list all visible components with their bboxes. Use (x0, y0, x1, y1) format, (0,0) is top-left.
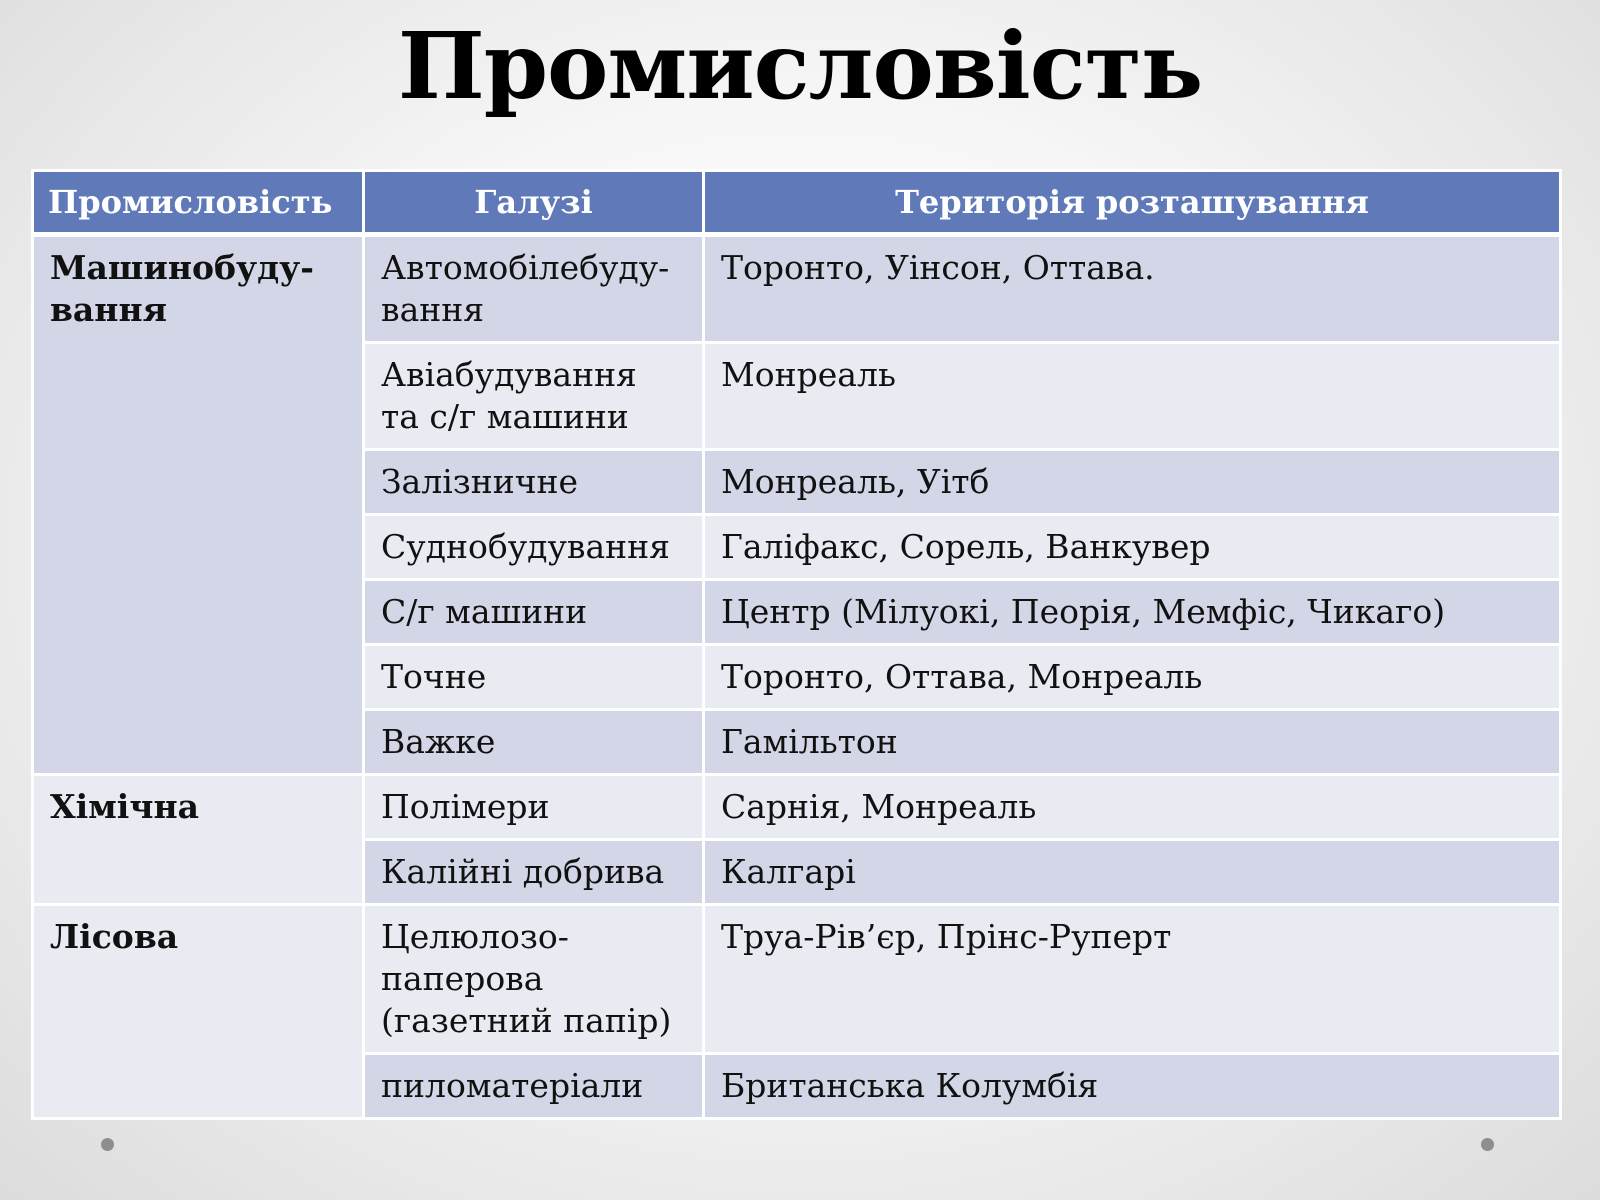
industry-line: Машинобуду- (50, 248, 314, 287)
branch-cell (364, 905, 704, 1054)
location-cell: Сарнія, Монреаль (704, 775, 1561, 840)
location-cell: Галіфакс, Сорель, Ванкувер (704, 515, 1561, 580)
branch-cell: Важке (364, 710, 704, 775)
table-row (33, 235, 1561, 343)
header-branches: Галузі (364, 171, 704, 235)
industry-line: вання (50, 290, 167, 329)
header-industry: Промисловість (33, 171, 364, 235)
location-cell: Гамільтон (704, 710, 1561, 775)
branch-cell: Калійні добрива (364, 840, 704, 905)
branch-cell: Суднобудування (364, 515, 704, 580)
branch-cell: С/г машини (364, 580, 704, 645)
branch-line: Авіабудування (381, 355, 637, 394)
industry-table (31, 169, 1562, 1120)
location-cell: Британська Колумбія (704, 1054, 1561, 1119)
branch-cell: Залізничне (364, 450, 704, 515)
industry-cell-forestry: Лісова (33, 905, 364, 1119)
location-cell: Монреаль (704, 343, 1561, 450)
branch-cell (364, 343, 704, 450)
table-row (33, 775, 1561, 840)
table-header-row (33, 171, 1561, 235)
branch-line: та с/г машини (381, 397, 629, 436)
branch-line: вання (381, 290, 485, 329)
branch-cell: Полімери (364, 775, 704, 840)
slide-dot-decoration (1481, 1138, 1494, 1151)
location-cell: Центр (Мілуокі, Пеорія, Мемфіс, Чикаго) (704, 580, 1561, 645)
branch-line: паперова (381, 959, 544, 998)
slide-title: Промисловість (397, 12, 1203, 120)
location-cell: Монреаль, Уітб (704, 450, 1561, 515)
header-location: Територія розташування (704, 171, 1561, 235)
industry-cell-machine-building (33, 235, 364, 775)
branch-cell (364, 235, 704, 343)
branch-line: Целюлозо- (381, 917, 569, 956)
table-row (33, 905, 1561, 1054)
slide-dot-decoration (101, 1138, 114, 1151)
industry-cell-chemical: Хімічна (33, 775, 364, 905)
branch-cell: Точне (364, 645, 704, 710)
branch-line: (газетний папір) (381, 1001, 672, 1040)
location-cell: Торонто, Оттава, Монреаль (704, 645, 1561, 710)
location-cell: Калгарі (704, 840, 1561, 905)
location-cell: Торонто, Уінсон, Оттава. (704, 235, 1561, 343)
branch-line: Автомобілебуду- (381, 248, 670, 287)
location-cell: Труа-Рів’єр, Прінс-Руперт (704, 905, 1561, 1054)
branch-cell: пиломатеріали (364, 1054, 704, 1119)
